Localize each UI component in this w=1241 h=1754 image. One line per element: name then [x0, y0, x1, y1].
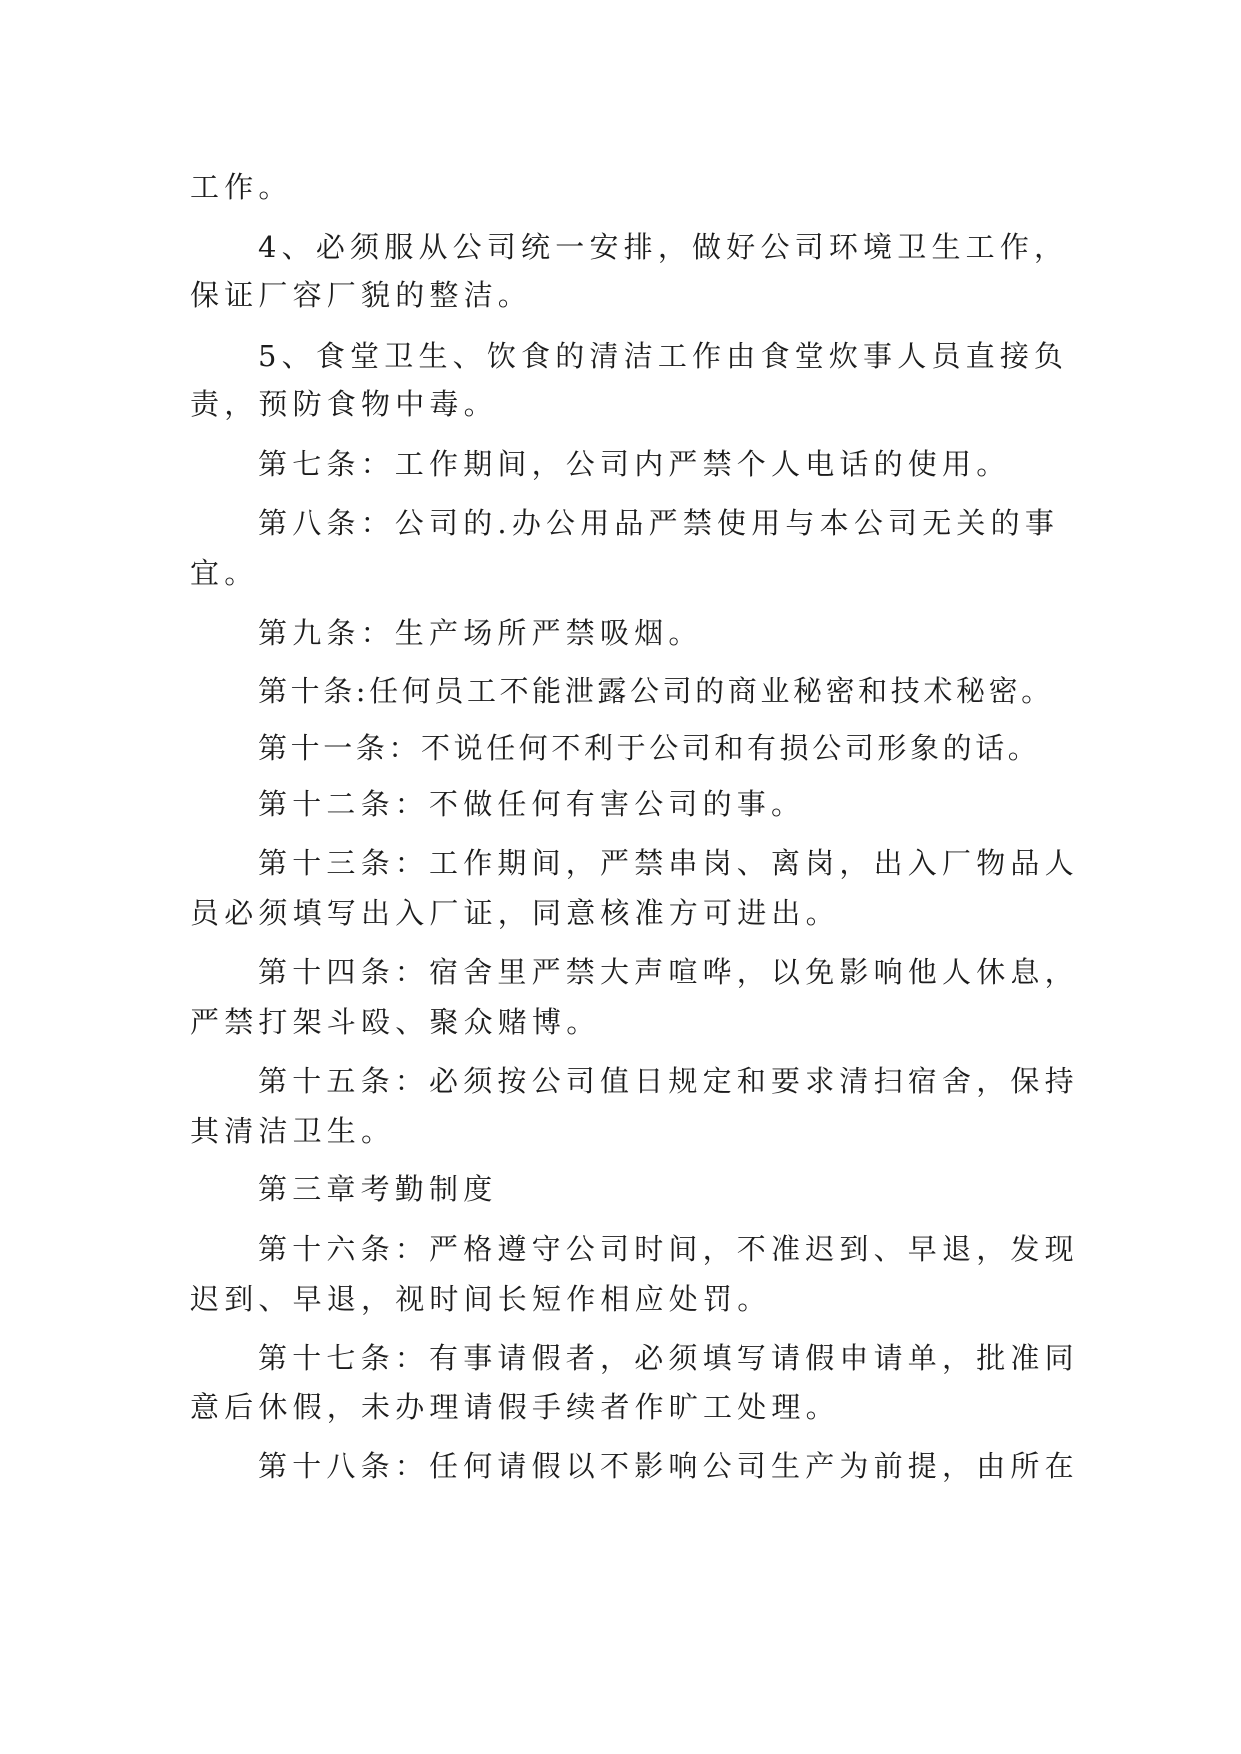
paragraph-line: 4、必须服从公司统一安排，做好公司环境卫生工作， [258, 230, 1069, 264]
paragraph-line: 迟到、早退，视时间长短作相应处罚。 [190, 1282, 772, 1316]
paragraph-line: 第十六条：严格遵守公司时间，不准迟到、早退，发现 [258, 1232, 1079, 1266]
paragraph-line: 第十四条：宿舍里严禁大声喧哗，以免影响他人休息， [258, 955, 1079, 989]
paragraph-line: 第十一条：不说任何不利于公司和有损公司形象的话。 [258, 731, 1041, 765]
paragraph-line: 第十八条：任何请假以不影响公司生产为前提，由所在 [258, 1449, 1079, 1483]
paragraph-line: 第十二条：不做任何有害公司的事。 [258, 787, 806, 821]
paragraph-line: 第八条：公司的.办公用品严禁使用与本公司无关的事 [258, 506, 1060, 540]
paragraph-line: 其清洁卫生。 [190, 1114, 396, 1148]
paragraph-line: 严禁打架斗殴、聚众赌博。 [190, 1005, 601, 1039]
paragraph-line: 第十条:任何员工不能泄露公司的商业秘密和技术秘密。 [258, 674, 1054, 708]
paragraph-line: 第十三条：工作期间，严禁串岗、离岗，出入厂物品人 [258, 846, 1079, 880]
paragraph-line: 第十五条：必须按公司值日规定和要求清扫宿舍，保持 [258, 1064, 1079, 1098]
paragraph-line: 第九条：生产场所严禁吸烟。 [258, 616, 703, 650]
paragraph-line: 员必须填写出入厂证，同意核准方可进出。 [190, 896, 840, 930]
paragraph-line: 第七条：工作期间，公司内严禁个人电话的使用。 [258, 447, 1011, 481]
paragraph-line: 5、食堂卫生、饮食的清洁工作由食堂炊事人员直接负 [258, 339, 1069, 373]
paragraph-line: 意后休假，未办理请假手续者作旷工处理。 [190, 1390, 840, 1424]
paragraph-line: 第十七条：有事请假者，必须填写请假申请单，批准同 [258, 1341, 1079, 1375]
paragraph-line: 责，预防食物中毒。 [190, 387, 498, 421]
paragraph-line: 宜。 [190, 556, 259, 590]
chapter-heading: 第三章考勤制度 [258, 1172, 498, 1206]
paragraph-line: 工作。 [190, 170, 293, 204]
paragraph-line: 保证厂容厂貌的整洁。 [190, 278, 533, 312]
